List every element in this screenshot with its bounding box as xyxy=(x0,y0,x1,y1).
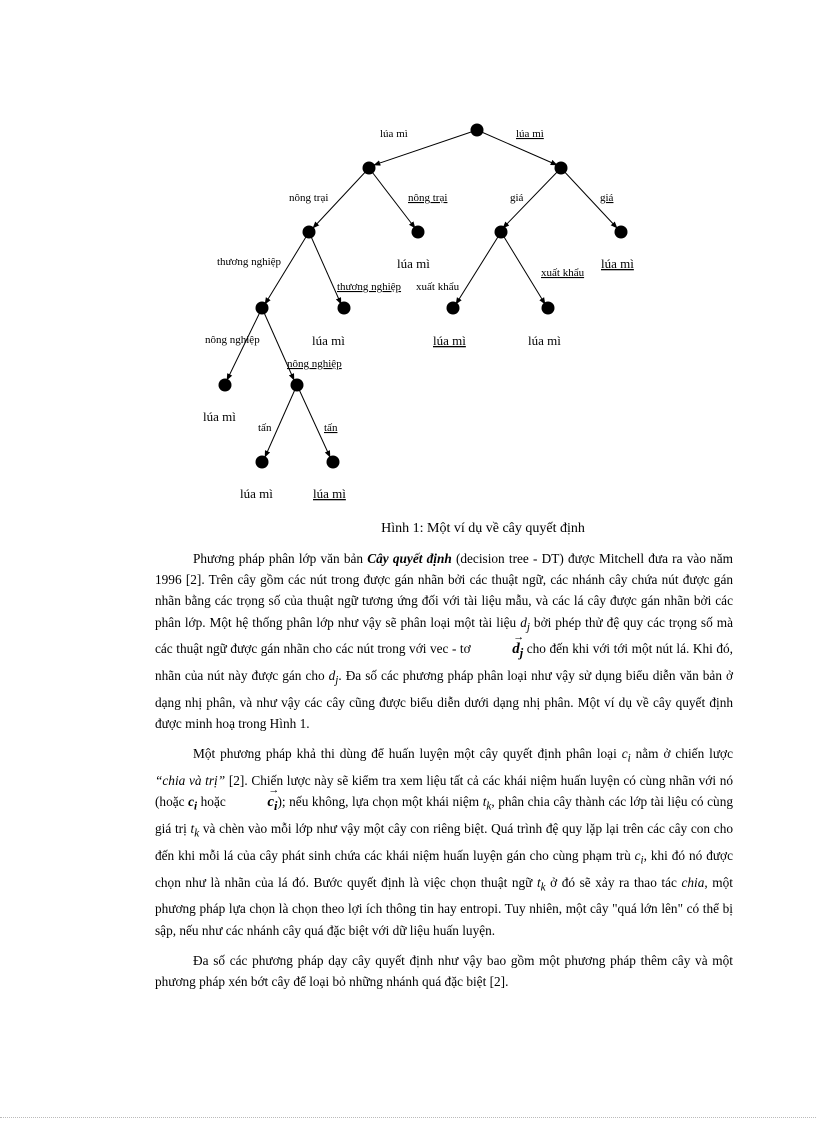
tree-edge xyxy=(265,232,309,304)
leaf-label: lúa mì xyxy=(433,333,466,348)
leaf-label: lúa mì xyxy=(240,486,273,501)
text: và chèn vào mỗi lớp như vậy một cây con riêng biệt. Quá trình đệ quy lặp lại trên các cây con cho đến khi mỗi lá của cây phát sinh chứa các khái niệm huấn luyện gán cho cùng phạm trù xyxy=(155,820,733,863)
tree-node xyxy=(447,302,460,315)
var-tk: $t_k$ xyxy=(536,874,546,894)
tree-node xyxy=(615,226,628,239)
tree-node xyxy=(412,226,425,239)
tree-edge xyxy=(501,232,545,304)
text: bởi phép thử đệ quy các trọng số mà các thuật ngữ được gán nhãn cho các nút trong với vec - tơ xyxy=(155,614,733,657)
vector-dj: → $d_j$ xyxy=(474,639,523,664)
edge-label: xuất khẩu xyxy=(416,281,460,293)
page-bottom-rule xyxy=(0,1117,816,1118)
text: , phân chia cây thành các lớp tài liệu có cùng giá trị xyxy=(155,794,733,836)
text: [2]. Chiến lược này sẽ kiểm tra xem liệu tất cả các khái niệm huấn luyện có cùng nhãn với nó (hoặc xyxy=(155,772,733,809)
leaf-label: lúa mì xyxy=(312,333,345,348)
text: ở đó sẽ xảy ra thao tác xyxy=(545,874,682,890)
body-text xyxy=(155,548,733,1001)
tree-node xyxy=(291,379,304,392)
var-ci: $c_i$ xyxy=(634,847,644,867)
edge-label: xuất khẩu xyxy=(541,267,585,279)
tree-edge xyxy=(309,232,341,304)
paragraph-1 xyxy=(155,548,733,734)
paragraph-3: Đa số các phương pháp dạy cây quyết định như vậy bao gồm một phương pháp thêm cây và một phương pháp xén bớt cây để loại bỏ những nhánh quá đặc biệt [2]. xyxy=(155,952,733,990)
text: (decision tree - DT) được Mitchell đưa ra vào năm 1996 [2]. Trên cây gồm các nút trong được gán nhãn bởi các thuật ngữ, các nhánh cây chứa nút được gán nhãn bằng các trọng số của thuật ngữ tương ứng đối với tài liệu mẫu, và các lá cây được gán nhãn bởi các phân lớp. Một hệ thống phân lớp như vậy sẽ phân loại một tài liệu xyxy=(155,551,733,630)
tree-node xyxy=(338,302,351,315)
edge-label: giá xyxy=(600,192,614,204)
text: , một phương pháp lựa chọn là chọn theo lợi ích thông tin hay entropi. Tuy nhiên, một cây "quá lớn lên" có thể bị sập, nếu như các nhánh cây quá đặc biệt với dữ liệu huấn luyện. xyxy=(155,874,733,938)
var-ci-bold: $c_i$ xyxy=(188,794,198,813)
tree-node xyxy=(555,162,568,175)
vector-ci: → $c_i$ xyxy=(229,792,277,817)
italic-phrase: “chia và trị” xyxy=(155,772,226,788)
edge-label: lúa mì xyxy=(516,128,544,140)
figure-caption xyxy=(0,521,816,537)
text: nằm ở chiến lược xyxy=(630,745,733,761)
tree-nodes xyxy=(219,124,628,469)
edge-label: nông trại xyxy=(408,192,448,204)
edge-label: tấn xyxy=(258,422,272,434)
edge-label: nông trại xyxy=(289,192,329,204)
text: . Đa số các phương pháp phân loại như vậy sử dụng biểu diễn văn bản ở dạng nhị phân, và như vậy các cây cũng được biểu diễn dưới dạng nhị phân. Một ví dụ về cây quyết định được minh hoạ trong Hình 1. xyxy=(155,667,733,731)
var-tk: $t_k$ xyxy=(190,820,200,840)
text: cho đến khi với tới một nút lá. Khi đó, nhãn của nút này được gán cho xyxy=(155,641,733,683)
edge-label: thương nghiệp xyxy=(337,281,402,293)
tree-node xyxy=(256,302,269,315)
tree-node-root xyxy=(471,124,484,137)
text: ); nếu không, lựa chọn một khái niệm xyxy=(277,794,483,809)
var-dj: $d_j$ xyxy=(520,614,530,634)
tree-edge xyxy=(265,385,297,457)
text: , khi đó nó được chọn như là nhãn của lá đó. Bước quyết định là việc chọn thuật ngữ xyxy=(155,847,733,890)
text: Phương pháp phân lớp văn bản xyxy=(193,551,368,566)
tree-node xyxy=(363,162,376,175)
tree-edge xyxy=(456,232,501,304)
text: Một phương pháp khả thi dùng để huấn luyện một cây quyết định phân loại xyxy=(193,745,622,761)
text: hoặc xyxy=(197,794,230,809)
paragraph-2 xyxy=(155,743,733,941)
tree-node xyxy=(495,226,508,239)
tree-edge xyxy=(297,385,330,457)
leaf-label: lúa mì xyxy=(601,256,634,271)
leaf-label: lúa mì xyxy=(313,486,346,501)
tree-node xyxy=(327,456,340,469)
edge-label: giá xyxy=(510,192,524,204)
leaf-label: lúa mì xyxy=(397,256,430,271)
leaf-label: lúa mì xyxy=(203,409,236,424)
tree-edges xyxy=(227,130,617,457)
edge-label: nông nghiệp xyxy=(287,358,342,370)
edge-label: tấn xyxy=(324,422,338,434)
leaf-label: lúa mì xyxy=(528,333,561,348)
tree-node xyxy=(303,226,316,239)
italic-word: chia xyxy=(681,874,705,890)
edge-label: thương nghiệp xyxy=(217,256,282,268)
edge-label: lúa mì xyxy=(380,128,408,140)
caption-text: Hình 1: Một ví dụ về cây quyết định xyxy=(381,521,585,536)
var-dj: $d_j$ xyxy=(328,667,339,687)
term-decision-tree: Cây quyết định xyxy=(367,551,452,566)
var-ci: $c_i$ xyxy=(621,745,631,765)
tree-node xyxy=(219,379,232,392)
edge-labels xyxy=(205,128,614,434)
tree-node xyxy=(256,456,269,469)
decision-tree-figure xyxy=(0,0,816,515)
tree-node xyxy=(542,302,555,315)
var-tk: $t_k$ xyxy=(482,794,492,813)
edge-label: nông nghiệp xyxy=(205,334,260,346)
